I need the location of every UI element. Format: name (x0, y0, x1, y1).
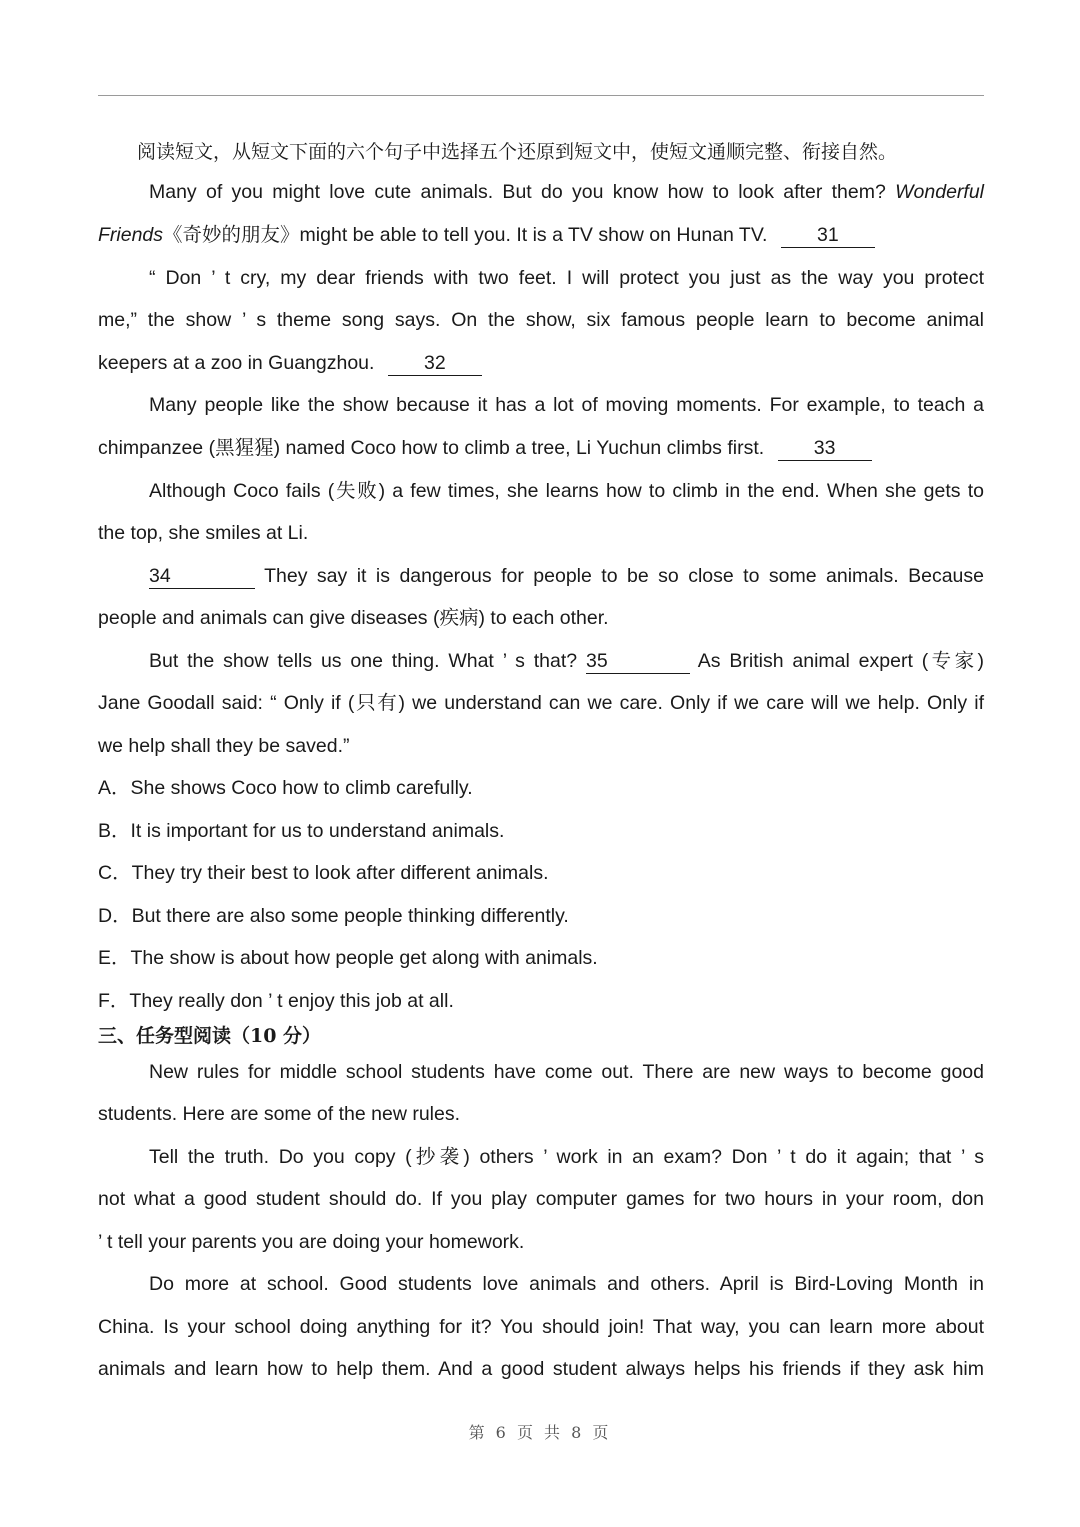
passage-line: Jane Goodall said: “ Only if (只有) we understand can we care. Only if we care will we help. Only if (98, 691, 984, 714)
answer-blank-34[interactable]: 34 (149, 564, 255, 589)
passage-line: “ Don ’ t cry, my dear friends with two feet. I will protect you just as the way you protect (149, 267, 984, 289)
passage-line: keepers at a zoo in Guangzhou. 32 (98, 349, 984, 377)
passage-line: Many of you might love cute animals. But do you know how to look after them? Wonderful (149, 181, 984, 203)
answer-blank-35[interactable]: 35 (586, 649, 690, 674)
option-d: D．But there are also some people thinking differently. (98, 905, 569, 927)
passage-line: Do more at school. Good students love animals and others. April is Bird-Loving Month in (149, 1273, 984, 1295)
passage-line: Friends《奇妙的朋友》might be able to tell you. It is a TV show on Hunan TV. 31 (98, 221, 984, 249)
passage-line: 34 They say it is dangerous for people to be so close to some animals. Because (149, 565, 984, 587)
answer-blank-33[interactable]: 33 (778, 436, 872, 461)
section-heading: 三、任务型阅读（10 分） (98, 1025, 322, 1047)
passage-line: Tell the truth. Do you copy (抄袭) others ’ work in an exam? Don ’ t do it again; that ’ s (149, 1145, 984, 1168)
passage-line: ’ t tell your parents you are doing your homework. (98, 1231, 525, 1253)
instruction: 阅读短文，从短文下面的六个句子中选择五个还原到短文中，使短文通顺完整、衔接自然。 (137, 141, 898, 163)
passage-line: Although Coco fails (失败) a few times, she learns how to climb in the end. When she gets to (149, 479, 984, 502)
passage-line: China. Is your school doing anything for it? You should join! That way, you can learn more about (98, 1316, 984, 1338)
passage-line: people and animals can give diseases (疾病) to each other. (98, 606, 609, 629)
page-number: 第 6 页 共 8 页 (468, 1423, 612, 1442)
option-b: B．It is important for us to understand animals. (98, 820, 505, 842)
passage-line: animals and learn how to help them. And a good student always helps his friends if they ask him (98, 1358, 984, 1380)
option-a: A．She shows Coco how to climb carefully. (98, 777, 473, 799)
passage-line: Many people like the show because it has a lot of moving moments. For example, to teach a (149, 394, 984, 416)
header-rule (98, 95, 984, 96)
option-e: E．The show is about how people get along with animals. (98, 947, 598, 969)
answer-blank-31[interactable]: 31 (781, 223, 875, 248)
passage-line: New rules for middle school students have come out. There are new ways to become good (149, 1061, 984, 1083)
option-f: F．They really don ’ t enjoy this job at all. (98, 990, 454, 1012)
passage-line: me,” the show ’ s theme song says. On the show, six famous people learn to become animal (98, 309, 984, 331)
passage-line: not what a good student should do. If you play computer games for two hours in your room, don (98, 1188, 984, 1210)
passage-line: the top, she smiles at Li. (98, 522, 309, 544)
option-c: C．They try their best to look after different animals. (98, 862, 549, 884)
passage-line: But the show tells us one thing. What ’ s that? 35 As British animal expert (专家) (149, 649, 985, 672)
passage-line: students. Here are some of the new rules. (98, 1103, 461, 1125)
answer-blank-32[interactable]: 32 (388, 351, 482, 376)
passage-line: we help shall they be saved.” (98, 735, 350, 757)
passage-line: chimpanzee (黑猩猩) named Coco how to climb a tree, Li Yuchun climbs first. 33 (98, 434, 984, 462)
